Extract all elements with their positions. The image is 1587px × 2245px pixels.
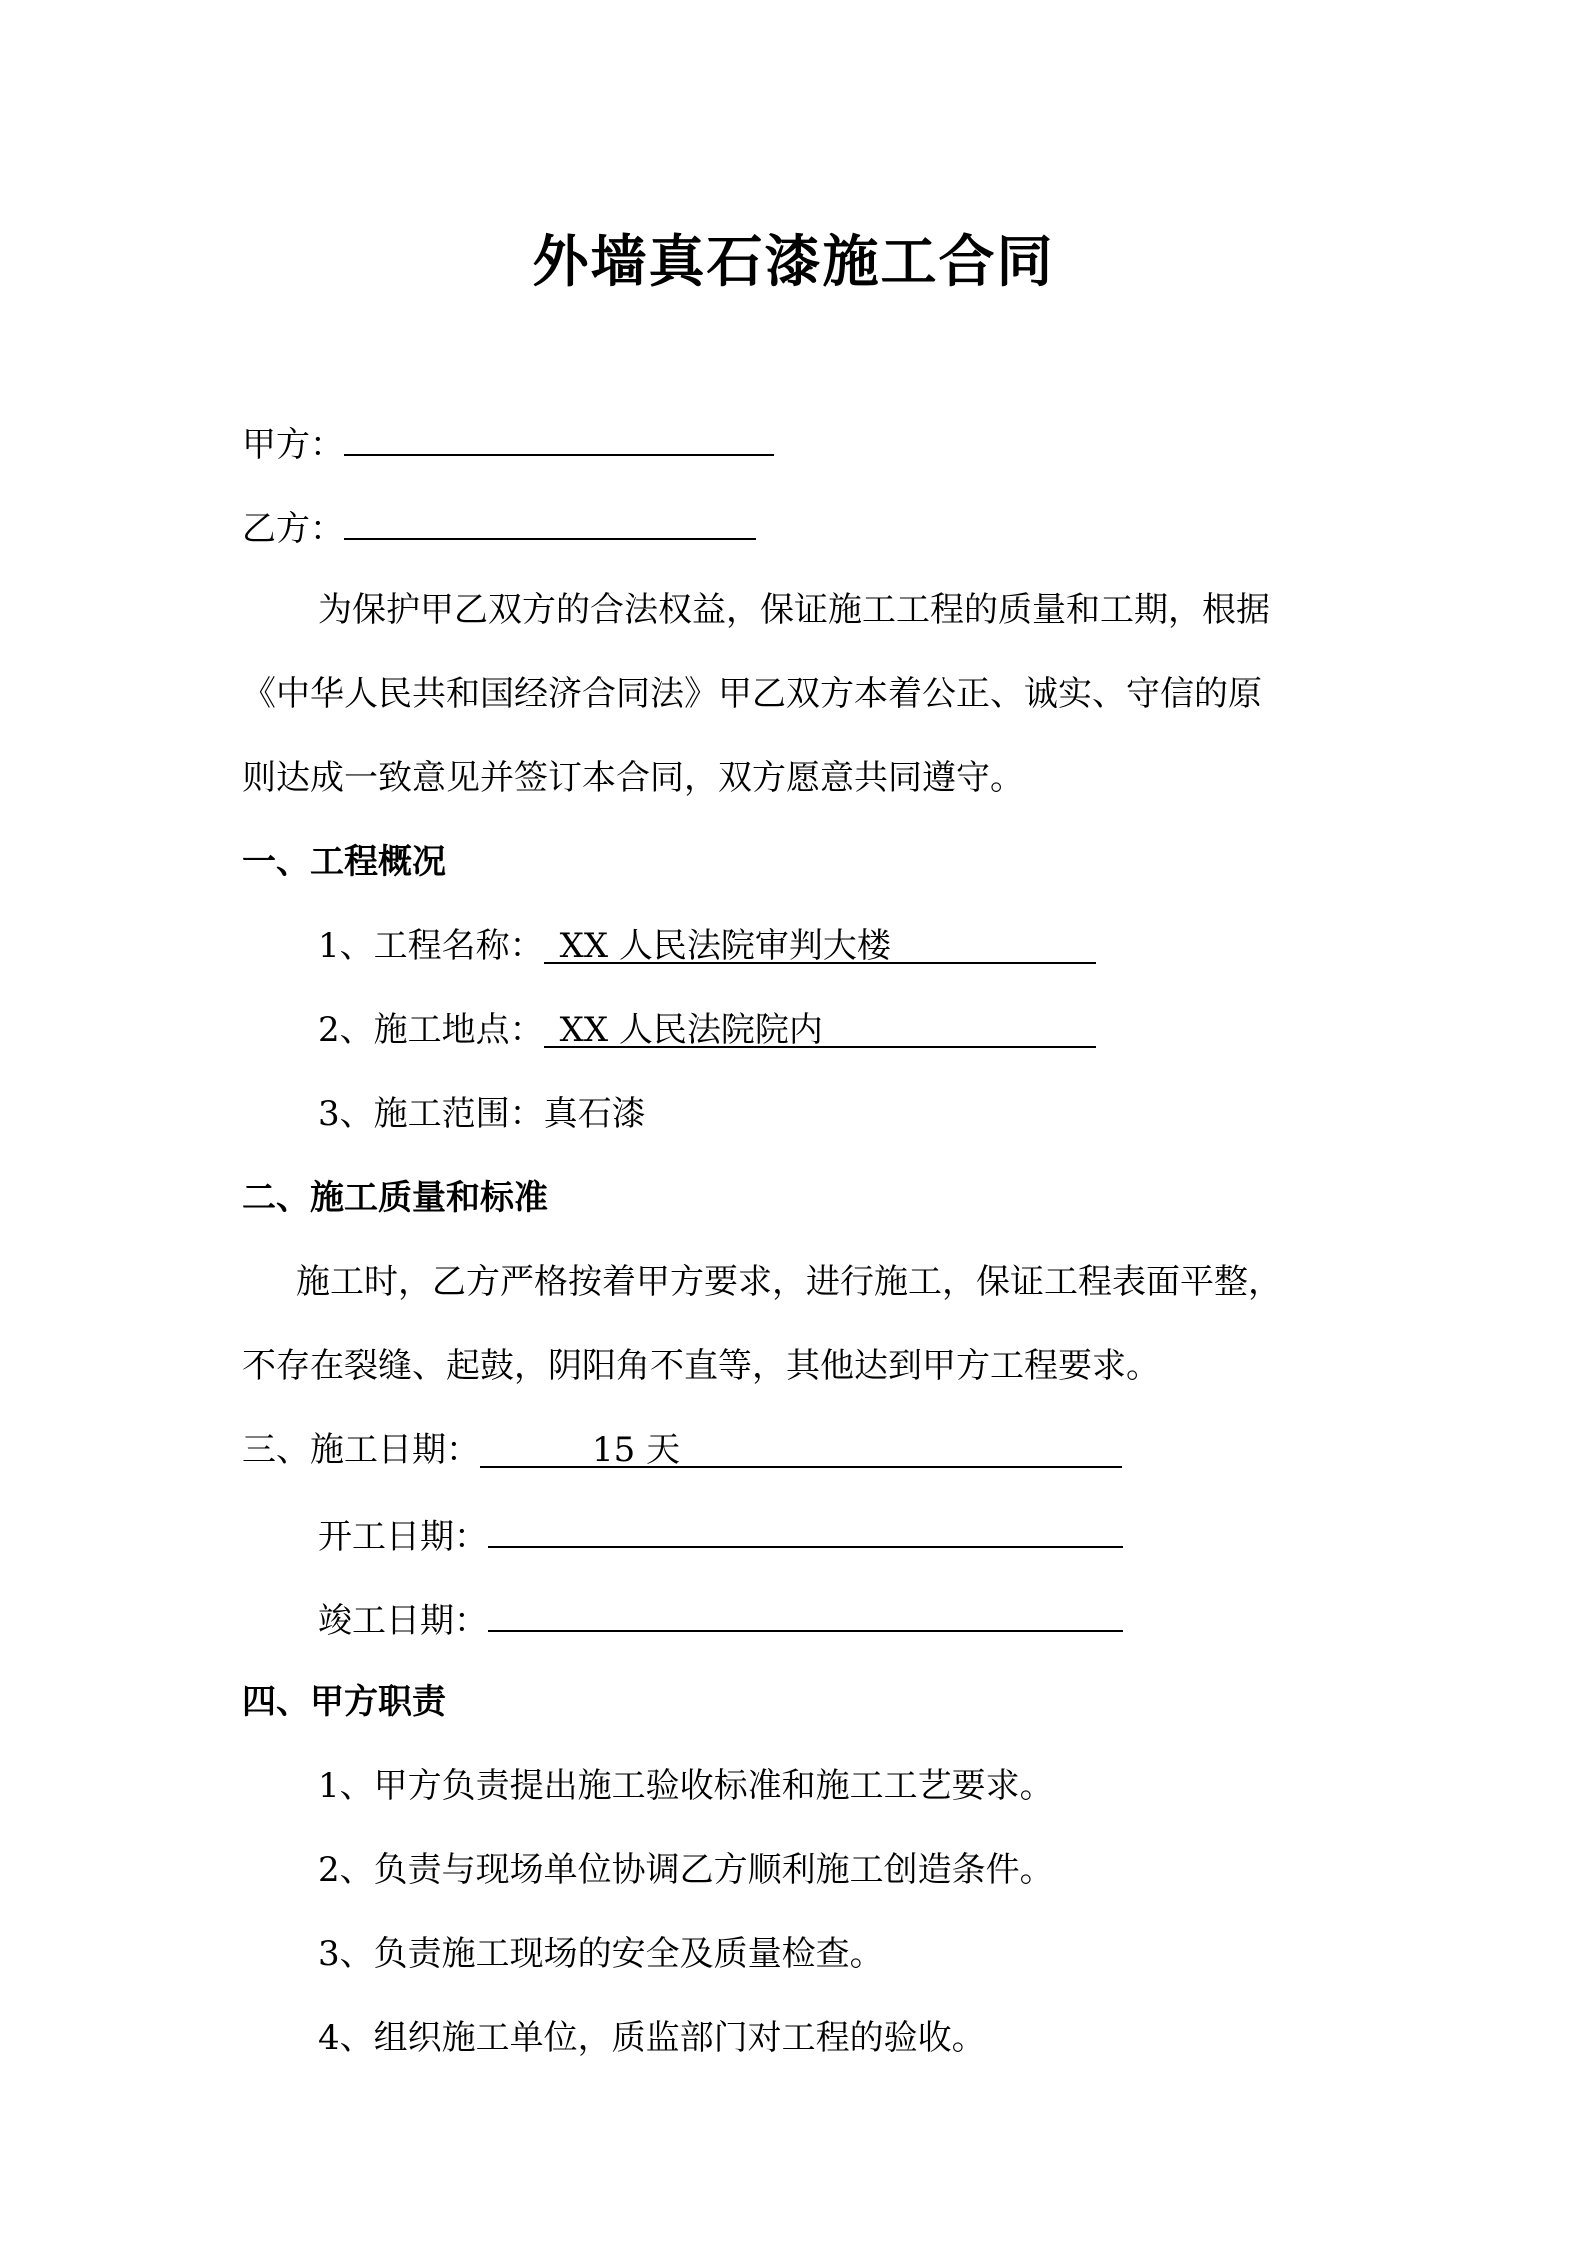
project-location-label: 2、施工地点： — [318, 1010, 544, 1050]
project-name-value: XX 人民法院审判大楼 — [544, 928, 1096, 964]
duty-item: 1、甲方负责提出施工验收标准和施工工艺要求。 — [318, 1766, 1054, 1806]
party-b-line — [242, 504, 756, 551]
schedule-line — [242, 1428, 1122, 1472]
duty-item: 2、负责与现场单位协调乙方顺利施工创造条件。 — [318, 1850, 1054, 1890]
duty-item: 4、组织施工单位，质监部门对工程的验收。 — [318, 2018, 986, 2058]
section-1-heading: 一、工程概况 — [242, 842, 446, 882]
party-b-blank — [344, 504, 756, 540]
intro-line-2: 《中华人民共和国经济合同法》甲乙双方本着公正、诚实、守信的原 — [242, 674, 1262, 714]
party-a-label: 甲方： — [242, 425, 344, 465]
quality-line-2: 不存在裂缝、起鼓，阴阳角不直等，其他达到甲方工程要求。 — [242, 1346, 1160, 1386]
party-b-label: 乙方： — [242, 509, 344, 549]
start-date-label: 开工日期： — [318, 1517, 488, 1557]
quality-line-1: 施工时，乙方严格按着甲方要求，进行施工，保证工程表面平整， — [296, 1262, 1282, 1302]
duty-item: 3、负责施工现场的安全及质量检查。 — [318, 1934, 884, 1974]
section-4-heading: 四、甲方职责 — [242, 1682, 446, 1722]
project-location-line — [318, 1008, 1096, 1052]
intro-line-1: 为保护甲乙双方的合法权益，保证施工工程的质量和工期，根据 — [318, 590, 1270, 630]
end-date-label: 竣工日期： — [318, 1601, 488, 1641]
document-title: 外墙真石漆施工合同 — [532, 229, 1055, 295]
end-date-blank — [488, 1596, 1123, 1632]
start-date-blank — [488, 1512, 1123, 1548]
schedule-duration: 15 天 — [480, 1432, 1122, 1468]
project-name-label: 1、工程名称： — [318, 926, 544, 966]
project-scope-line: 3、施工范围：真石漆 — [318, 1094, 646, 1134]
party-a-blank — [344, 420, 774, 456]
project-location-value: XX 人民法院院内 — [544, 1012, 1096, 1048]
end-date-line — [318, 1596, 1123, 1643]
start-date-line — [318, 1512, 1123, 1559]
schedule-label: 三、施工日期： — [242, 1430, 480, 1470]
project-name-line — [318, 924, 1096, 968]
intro-line-3: 则达成一致意见并签订本合同，双方愿意共同遵守。 — [242, 758, 1024, 798]
section-2-heading: 二、施工质量和标准 — [242, 1178, 548, 1218]
party-a-line — [242, 420, 774, 467]
